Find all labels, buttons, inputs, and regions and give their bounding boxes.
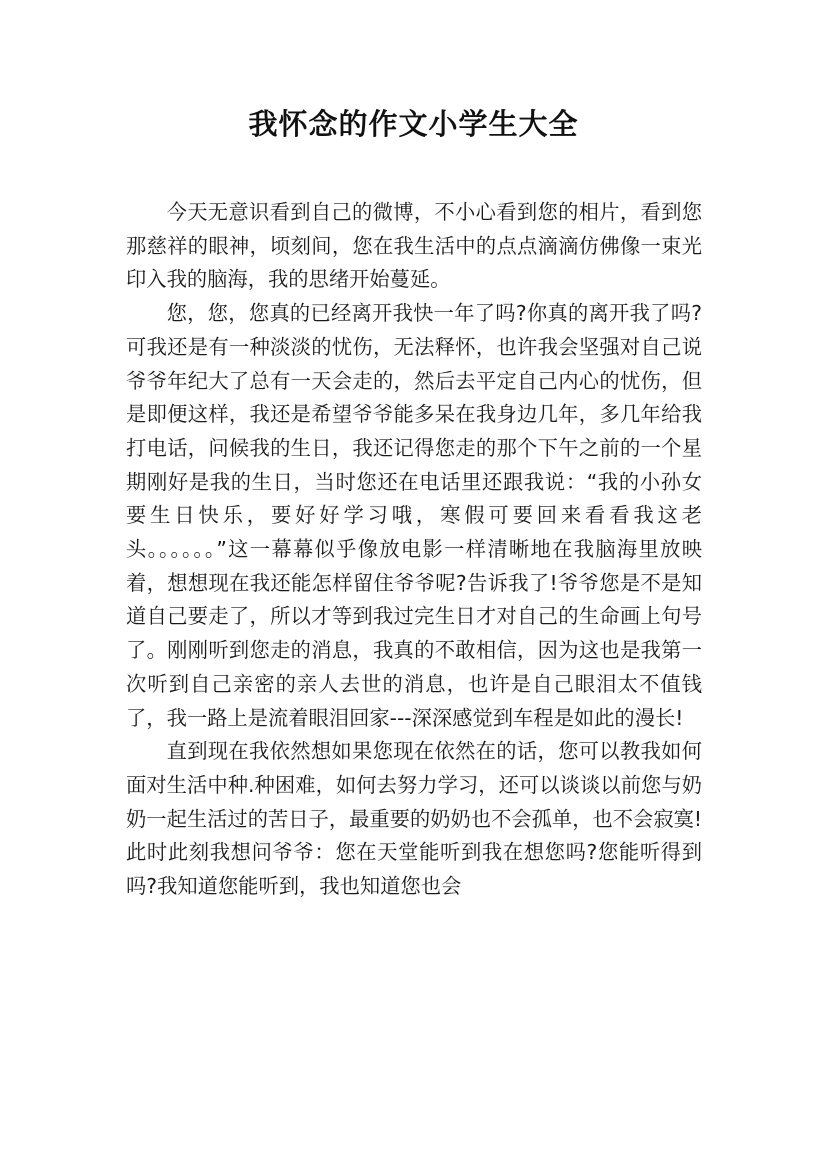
paragraph-3: 直到现在我依然想如果您现在依然在的话，您可以教我如何面对生活中种.种困难，如何去努力学习，还可以谈谈以前您与奶奶一起生活过的苦日子，最重要的奶奶也不会孤单，也不会寂寞!此时此刻我想问爷爷：您在天堂能听到我在想您吗?您能听得到吗?我知道您能听到，我也知道您也会 bbox=[126, 739, 703, 899]
paragraph-1: 今天无意识看到自己的微博，不小心看到您的相片，看到您那慈祥的眼神，顷刻间，您在我生活中的点点滴滴仿佛像一束光印入我的脑海，我的思绪开始蔓延。 bbox=[126, 200, 702, 292]
paragraph-2: 您，您，您真的已经离开我快一年了吗?你真的离开我了吗?可我还是有一种淡淡的忧伤，无法释怀，也许我会坚强对自己说爷爷年纪大了总有一天会走的，然后去平定自己内心的忧伤，但是即便这样，我还是希望爷爷能多呆在我身边几年，多几年给我打电话，问候我的生日，我还记得您走的那个下午之前的一个星期刚好是我的生日，当时您还在电话里还跟我说：“我的小孙女要生日快乐，要好好学习哦，寒假可要回来看看我这老头。。。。。。”这一幕幕似乎像放电影一样清晰地在我脑海里放映着，想想现在我还能怎样留住爷爷呢?告诉我了!爷爷您是不是知道自己要走了，所以才等到我过完生日才对自己的生命画上句号了。刚刚听到您走的消息，我真的不敢相信，因为这也是我第一次听到自己亲密的亲人去世的消息，也许是自己眼泪太不值钱了，我一路上是流着眼泪回家---深深感觉到车程是如此的漫长! bbox=[126, 301, 702, 730]
document-title: 我怀念的作文小学生大全 bbox=[248, 107, 579, 141]
document-body bbox=[126, 196, 702, 904]
